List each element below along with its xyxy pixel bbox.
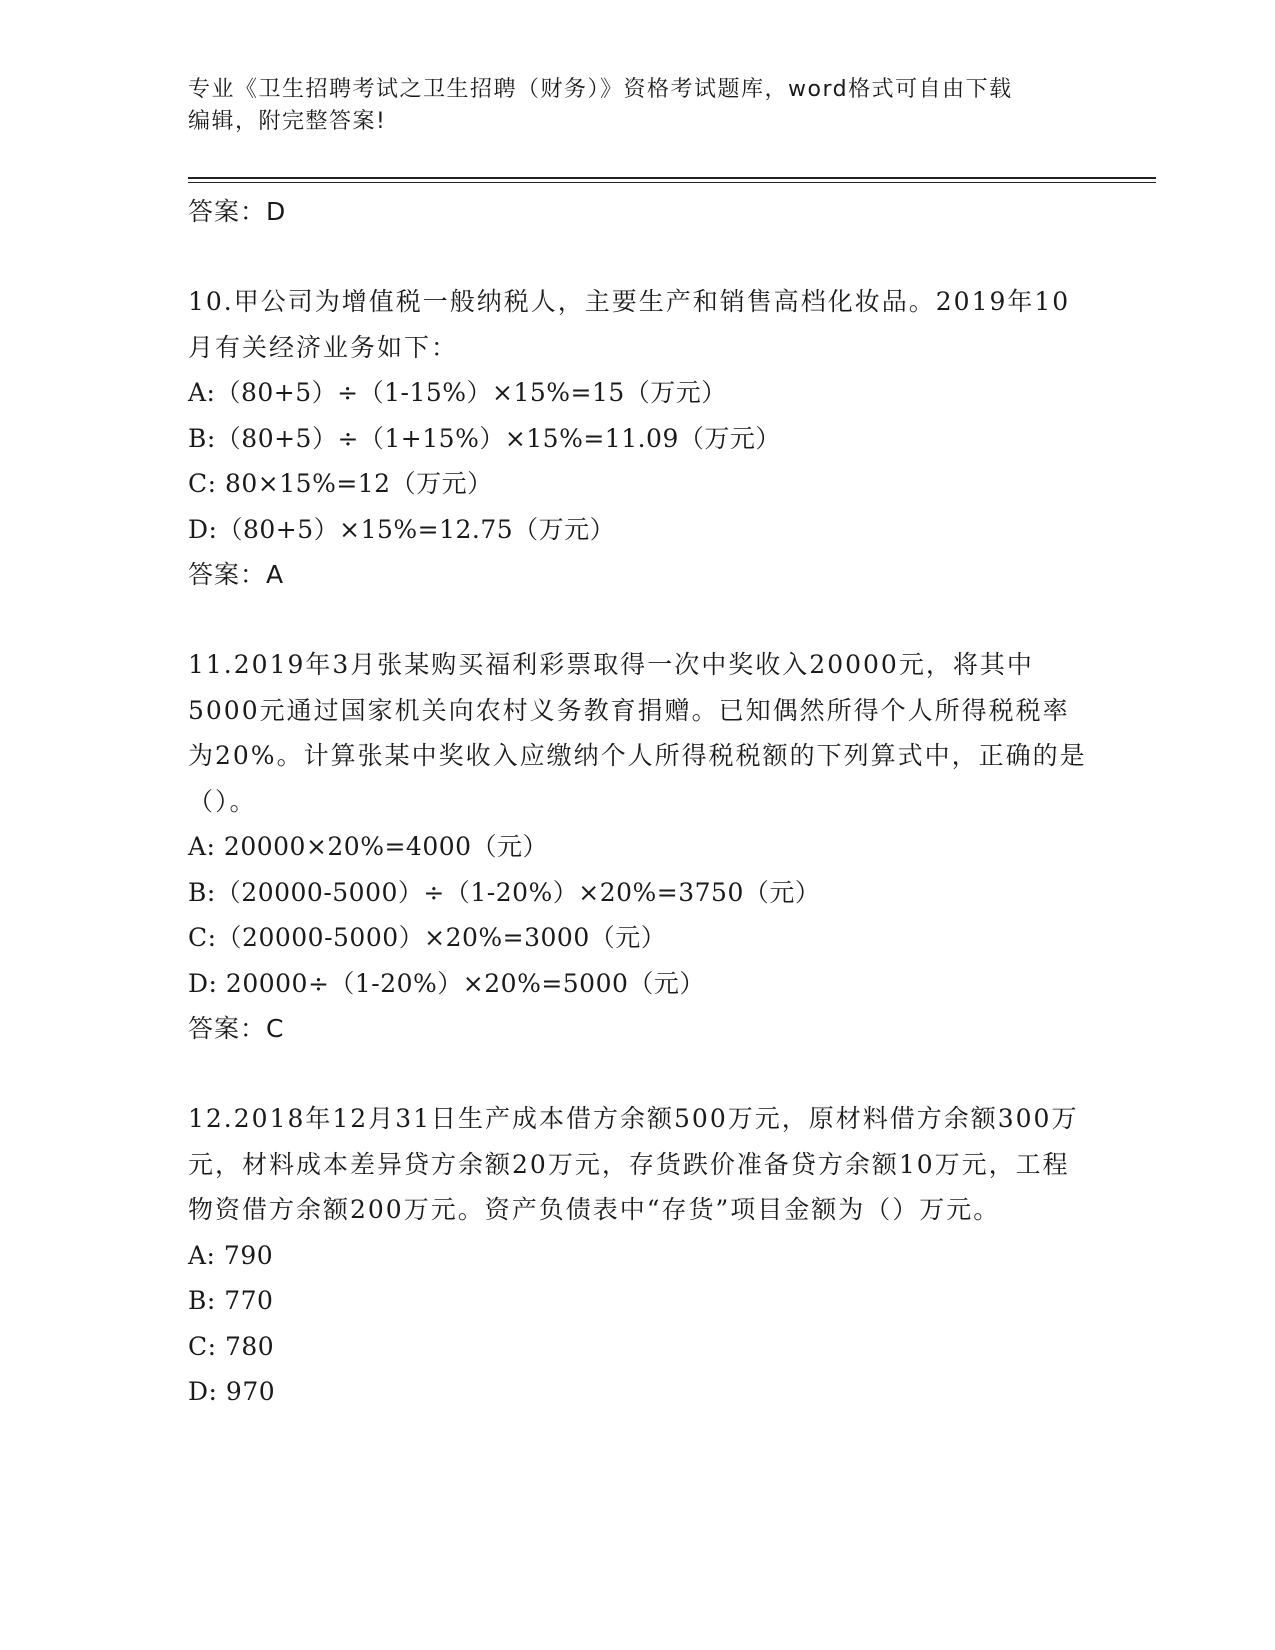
option-a: A: 20000×20%=4000（元） — [188, 832, 549, 861]
option-a: A: 790 — [188, 1240, 274, 1270]
option-c: C: 780 — [188, 1331, 275, 1361]
question-text: 10.甲公司为增值税一般纳税人，主要生产和销售高档化妆品。2019年10月有关经济业务如下： — [188, 287, 1071, 362]
question-answer: 答案：A — [188, 560, 285, 589]
option-d: D: 970 — [188, 1377, 276, 1406]
page-content — [188, 189, 1088, 1415]
option-b: B:（80+5）÷（1+15%）×15%=11.09（万元） — [188, 423, 781, 453]
page-header — [188, 74, 1078, 138]
header-divider-thin — [188, 182, 1156, 183]
previous-answer: 答案：D — [188, 197, 287, 226]
question-text: 12.2018年12月31日生产成本借方余额500万元，原材料借方余额300万元，材料成本差异贷方余额20万元，存货跌价准备贷方余额10万元，工程物资借方余额200万元。资产负债表中“存货”项目金额为（）万元。 — [188, 1104, 1079, 1224]
option-b: B: 770 — [188, 1286, 274, 1315]
question-block — [188, 642, 1088, 1052]
header-title-line-1: 专业《卫生招聘考试之卫生招聘（财务）》资格考试题库，word格式可自由下载 — [188, 77, 1013, 102]
question-block — [188, 279, 1088, 598]
question-block — [188, 1096, 1088, 1415]
option-b: B:（20000-5000）÷（1-20%）×20%=3750（元） — [188, 877, 821, 907]
option-a: A:（80+5）÷（1-15%）×15%=15（万元） — [188, 378, 727, 407]
question-text: 11.2019年3月张某购买福利彩票取得一次中奖收入20000元，将其中5000元通过国家机关向农村义务教育捐赠。已知偶然所得个人所得税税率为20%。计算张某中奖收入应缴纳个人所得税税额的下列算式中，正确的是（）。 — [188, 650, 1087, 816]
header-divider — [188, 177, 1156, 179]
option-d: D: 20000÷（1-20%）×20%=5000（元） — [188, 968, 705, 998]
header-title-line-2: 编辑，附完整答案! — [188, 109, 387, 134]
option-c: C:（20000-5000）×20%=3000（元） — [188, 923, 667, 952]
question-answer: 答案：C — [188, 1014, 285, 1043]
option-d: D:（80+5）×15%=12.75（万元） — [188, 514, 616, 544]
option-c: C: 80×15%=12（万元） — [188, 469, 493, 498]
